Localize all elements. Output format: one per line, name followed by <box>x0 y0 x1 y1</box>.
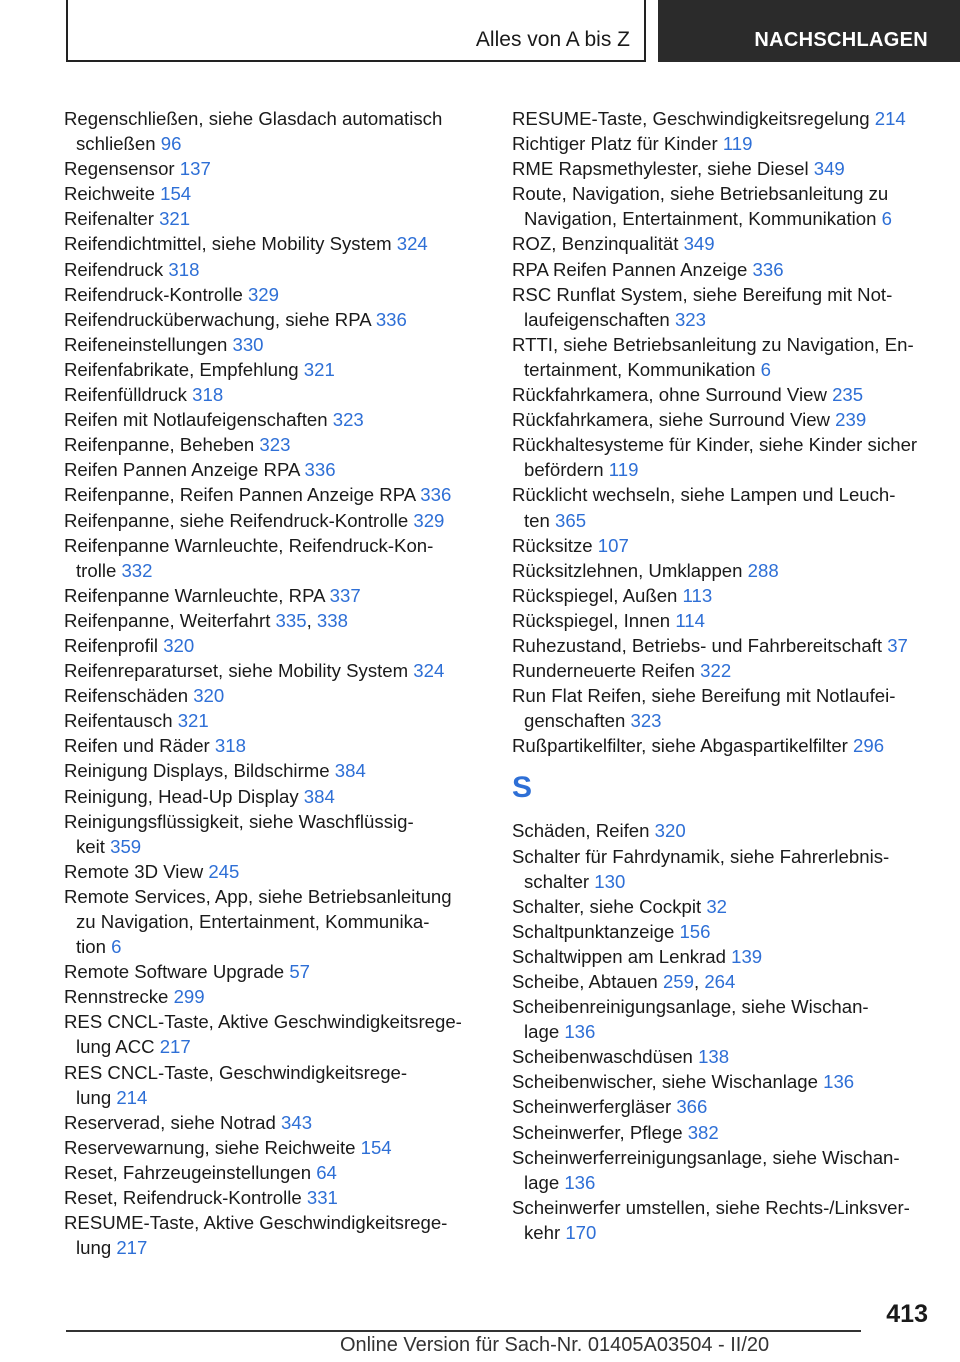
index-column-right <box>512 106 942 1245</box>
page-reference-link[interactable]: 331 <box>306 1187 338 1209</box>
index-entry <box>512 231 942 256</box>
index-column-left <box>64 106 484 1260</box>
index-entry <box>512 1195 942 1245</box>
index-entry-text: RESUME-Taste, Geschwindigkeitsregelung 214 <box>512 108 906 129</box>
index-entry-text: Reifenreparaturset, siehe Mobility System 324 <box>64 660 445 682</box>
index-entry <box>64 1009 484 1059</box>
index-entry-text: lung 217 <box>76 1237 148 1259</box>
index-entry-text: RTTI, siehe Betriebsanleitung zu Navigation, En‐ <box>512 333 914 355</box>
index-entry-text: Reifenalter 321 <box>64 208 191 230</box>
index-entry-text: Reinigungsflüssigkeit, siehe Waschflüssig‐ <box>64 810 414 832</box>
index-entry <box>64 859 484 884</box>
index-entry-text: RME Rapsmethylester, siehe Diesel 349 <box>512 158 845 180</box>
page-reference-link[interactable]: 107 <box>597 534 629 556</box>
page-reference-link[interactable]: 235 <box>832 384 864 406</box>
index-entry <box>64 1060 484 1110</box>
index-entry <box>64 984 484 1009</box>
page-reference-link[interactable]: 359 <box>110 835 142 857</box>
index-entry <box>64 508 484 533</box>
page-reference-link[interactable]: 321 <box>303 358 335 380</box>
index-entry-text: Run Flat Reifen, siehe Bereifung mit Notlaufei‐ <box>512 685 896 707</box>
page-reference-link[interactable]: 130 <box>594 870 626 892</box>
page-reference-link[interactable]: 329 <box>247 283 279 305</box>
index-entry-text: Reinigung Displays, Bildschirme 384 <box>64 760 366 782</box>
page-reference-link[interactable]: 288 <box>747 559 779 581</box>
index-entry <box>64 257 484 282</box>
index-entry <box>64 658 484 683</box>
index-entry <box>64 106 484 156</box>
index-entry <box>512 583 942 608</box>
index-entry-text: Reinigung, Head-Up Display 384 <box>64 785 335 807</box>
index-entry <box>64 332 484 357</box>
index-entry <box>64 608 484 633</box>
index-entry <box>512 994 942 1044</box>
index-entry <box>512 969 942 994</box>
index-entry-text: Reifen mit Notlaufeigenschaften 323 <box>64 409 364 431</box>
index-entry <box>64 1185 484 1210</box>
index-entry <box>512 407 942 432</box>
index-entry-text: Rückfahrkamera, siehe Surround View 239 <box>512 409 867 431</box>
page-reference-link[interactable]: 239 <box>835 409 867 431</box>
index-entry-text: RPA Reifen Pannen Anzeige 336 <box>512 258 784 280</box>
index-entry-text: Reifenschäden 320 <box>64 685 225 707</box>
index-entry-text: Reifenpanne, siehe Reifendruck-Kontrolle 329 <box>64 509 445 531</box>
page-reference-link[interactable]: 136 <box>564 1021 596 1043</box>
index-entry <box>512 1120 942 1145</box>
page-reference-link[interactable]: 343 <box>281 1111 313 1133</box>
index-entry <box>64 307 484 332</box>
index-entry-text: Route, Navigation, siehe Betriebsanleitung zu <box>512 183 889 205</box>
index-entry <box>64 758 484 783</box>
index-entry-text: Rücksitze 107 <box>512 534 629 556</box>
index-entry-text: RES CNCL-Taste, Aktive Geschwindigkeitsrege‐ <box>64 1011 462 1033</box>
page-reference-link[interactable]: 217 <box>159 1036 191 1058</box>
page-reference-link[interactable]: 214 <box>874 108 906 129</box>
page-number: 413 <box>886 1300 928 1328</box>
index-entry <box>64 432 484 457</box>
page-reference-link[interactable]: 349 <box>683 233 715 255</box>
index-entry-text: Reset, Fahrzeugeinstellungen 64 <box>64 1161 337 1183</box>
page-reference-link[interactable]: 330 <box>232 333 264 355</box>
index-entry-text: Rücklicht wechseln, siehe Lampen und Leuch‐ <box>512 484 896 506</box>
index-entry <box>64 1160 484 1185</box>
index-entry-text: Reifenpanne, Beheben 323 <box>64 434 291 456</box>
page-reference-link[interactable]: 336 <box>420 484 452 506</box>
index-entry <box>512 282 942 332</box>
index-entry-text: Reifendruck-Kontrolle 329 <box>64 283 279 305</box>
index-entry-text: Reichweite 154 <box>64 183 192 205</box>
page-reference-link[interactable]: 154 <box>360 1136 392 1158</box>
page-reference-link[interactable]: 96 <box>160 133 182 155</box>
index-entry <box>512 1069 942 1094</box>
index-entry-text: Reifen Pannen Anzeige RPA 336 <box>64 459 336 481</box>
index-entry-text: Scheinwerfer umstellen, siehe Rechts-/Linksver‐ <box>512 1196 910 1218</box>
page-reference-link[interactable]: 329 <box>413 509 445 531</box>
index-entry-text: lage 136 <box>524 1021 596 1043</box>
index-entry-text: Remote 3D View 245 <box>64 860 240 882</box>
page-reference-link[interactable]: 324 <box>396 233 428 255</box>
index-entry-text: schalter 130 <box>524 870 626 892</box>
index-entry-text: Scheibe, Abtauen 259, 264 <box>512 971 736 992</box>
footer-divider <box>66 1330 861 1332</box>
index-entry-text: schließen 96 <box>76 133 182 155</box>
index-entry-text: Rücksitzlehnen, Umklappen 288 <box>512 559 779 581</box>
index-entry <box>512 257 942 282</box>
page-reference-link[interactable]: 170 <box>565 1221 597 1243</box>
index-entry-text: befördern 119 <box>524 459 639 481</box>
index-entry-text: Reifendruck 318 <box>64 258 200 280</box>
index-entry-text: Remote Services, App, siehe Betriebsanleitung <box>64 885 452 907</box>
page-reference-link[interactable]: 64 <box>316 1161 337 1183</box>
index-entry-text: laufeigenschaften 323 <box>524 308 706 330</box>
index-entry <box>512 482 942 532</box>
index-entry-text: Reifenfabrikate, Empfehlung 321 <box>64 358 335 380</box>
index-entry <box>512 156 942 181</box>
index-letter-heading: S <box>512 771 533 805</box>
index-entry-text: Reifenfülldruck 318 <box>64 384 224 406</box>
index-entry <box>64 1110 484 1135</box>
page-reference-link[interactable]: 321 <box>177 710 209 732</box>
index-entry-text: Scheibenwischer, siehe Wischanlage 136 <box>512 1071 855 1093</box>
index-entry-text: Reifenpanne, Weiterfahrt 335, 338 <box>64 609 348 631</box>
index-entry <box>512 332 942 382</box>
index-entry <box>64 683 484 708</box>
index-entry-text: kehr 170 <box>524 1221 597 1243</box>
index-entry-text: RSC Runflat System, siehe Bereifung mit Not‐ <box>512 283 893 305</box>
index-entry-text: Richtiger Platz für Kinder 119 <box>512 133 753 155</box>
index-entry-text: Navigation, Entertainment, Kommunikation 6 <box>524 208 892 230</box>
page-reference-link[interactable]: 296 <box>853 735 885 757</box>
page-reference-link[interactable]: 259 <box>662 971 694 992</box>
index-entry-text: Reifentausch 321 <box>64 710 209 732</box>
page-reference-link[interactable]: 337 <box>329 584 361 606</box>
page-reference-link[interactable]: 139 <box>731 945 763 967</box>
index-entry <box>64 809 484 859</box>
page-reference-link[interactable]: 320 <box>163 634 195 656</box>
index-entry-text: Scheinwerfer, Pflege 382 <box>512 1121 719 1143</box>
page-reference-link[interactable]: 114 <box>675 609 705 631</box>
index-entry-text: Reifenpanne Warnleuchte, Reifendruck-Kon‐ <box>64 534 434 556</box>
index-entry-text: Schaltpunktanzeige 156 <box>512 920 711 942</box>
footer-text: Online Version für Sach-Nr. 01405A03504 - II/20 <box>340 1334 770 1356</box>
index-entry <box>64 533 484 583</box>
index-entry-text: ten 365 <box>524 509 587 531</box>
index-entry-text: Ruhezustand, Betriebs- und Fahrbereitschaft 37 <box>512 634 908 656</box>
index-entry-text: Schalter, siehe Cockpit 32 <box>512 895 727 917</box>
index-entry-text: Runderneuerte Reifen 322 <box>512 660 732 682</box>
index-entry-text: Scheinwerferreinigungsanlage, siehe Wischan‐ <box>512 1146 900 1168</box>
page-reference-link[interactable]: 324 <box>413 660 445 682</box>
page-reference-link[interactable]: 336 <box>304 459 336 481</box>
index-entry <box>64 583 484 608</box>
index-entry-text: Reifenpanne Warnleuchte, RPA 337 <box>64 584 361 606</box>
index-entry-text: Scheinwerfergläser 366 <box>512 1096 708 1118</box>
index-entry-text: tion 6 <box>76 936 122 958</box>
index-entry-text: Reifendichtmittel, siehe Mobility System 324 <box>64 233 428 255</box>
page-reference-link[interactable]: 366 <box>676 1096 708 1118</box>
index-entry <box>64 181 484 206</box>
index-entry-text: Rückspiegel, Außen 113 <box>512 584 713 606</box>
index-entry <box>64 959 484 984</box>
page-reference-link[interactable]: 6 <box>881 208 892 230</box>
index-entry <box>512 1094 942 1119</box>
header-section-tab <box>66 0 646 62</box>
index-entry-text: trolle 332 <box>76 559 153 581</box>
page-reference-link[interactable]: 349 <box>813 158 845 180</box>
index-entry-text: zu Navigation, Entertainment, Kommunika‐ <box>76 911 430 932</box>
index-entry-text: Scheibenreinigungsanlage, siehe Wischan‐ <box>512 996 869 1018</box>
index-entry <box>512 919 942 944</box>
index-entry-text: Reifenprofil 320 <box>64 634 195 656</box>
index-entry <box>64 407 484 432</box>
section-title: Alles von A bis Z <box>475 28 630 51</box>
index-entry-text: Remote Software Upgrade 57 <box>64 961 310 983</box>
index-entry <box>512 894 942 919</box>
index-entry <box>512 733 942 758</box>
index-entry-text: lung 214 <box>76 1086 148 1108</box>
page-reference-link[interactable]: 214 <box>116 1086 148 1108</box>
index-entry-text: Scheibenwaschdüsen 138 <box>512 1046 730 1068</box>
page-reference-link[interactable]: 57 <box>289 961 310 983</box>
page-reference-link[interactable]: 320 <box>193 685 225 707</box>
index-entry-text: Regensensor 137 <box>64 158 211 180</box>
index-entry-text: tertainment, Kommunikation 6 <box>524 358 772 380</box>
index-entry <box>512 683 942 733</box>
index-entry <box>512 1044 942 1069</box>
index-entry <box>512 558 942 583</box>
index-entry-text: RESUME-Taste, Aktive Geschwindigkeitsrege‐ <box>64 1212 448 1234</box>
page-reference-link[interactable]: 119 <box>722 133 753 155</box>
page-reference-link[interactable]: 217 <box>116 1237 148 1259</box>
index-entry-text: Rennstrecke 299 <box>64 986 205 1008</box>
page-reference-link[interactable]: 323 <box>259 434 291 456</box>
page-reference-link[interactable]: 318 <box>214 735 246 757</box>
page-reference-link[interactable]: 138 <box>698 1046 730 1068</box>
header-chapter-tab <box>658 0 960 62</box>
page-reference-link[interactable]: 136 <box>823 1071 855 1093</box>
page-reference-link[interactable]: 321 <box>159 208 191 230</box>
index-entry <box>64 382 484 407</box>
chapter-title: NACHSCHLAGEN <box>754 29 928 51</box>
page-reference-link[interactable]: 119 <box>608 459 639 481</box>
index-entry-text: ROZ, Benzinqualität 349 <box>512 233 715 255</box>
index-entry-text: Rückspiegel, Innen 114 <box>512 609 705 631</box>
index-entry <box>64 1210 484 1260</box>
page-reference-link[interactable]: 154 <box>160 183 192 205</box>
index-entry-text: Reifenpanne, Reifen Pannen Anzeige RPA 336 <box>64 484 452 506</box>
index-entry <box>64 708 484 733</box>
page-reference-link[interactable]: 382 <box>687 1121 719 1143</box>
page-reference-link[interactable]: 32 <box>706 895 727 917</box>
index-entry-text: Rückhaltesysteme für Kinder, siehe Kinder sicher <box>512 434 918 456</box>
index-entry-text: Reifen und Räder 318 <box>64 735 246 757</box>
index-entry-text: lage 136 <box>524 1171 596 1193</box>
index-entry <box>64 231 484 256</box>
index-entry-text: genschaften 323 <box>524 710 662 732</box>
index-entry-text: lung ACC 217 <box>76 1036 191 1058</box>
index-entry <box>64 482 484 507</box>
page-reference-link[interactable]: 37 <box>887 634 908 656</box>
index-entry-text: keit 359 <box>76 835 142 857</box>
page-reference-link[interactable]: 6 <box>760 358 772 380</box>
page-reference-link[interactable]: 318 <box>168 258 200 280</box>
index-entry <box>512 382 942 407</box>
page-reference-link[interactable]: 6 <box>111 936 122 958</box>
index-entry <box>512 181 942 231</box>
index-entry <box>64 784 484 809</box>
page-reference-link[interactable]: 332 <box>121 559 153 581</box>
page-reference-link[interactable]: 299 <box>173 986 205 1008</box>
index-entry <box>64 1135 484 1160</box>
index-entry <box>64 457 484 482</box>
index-entry-text: Rußpartikelfilter, siehe Abgaspartikelfilter 296 <box>512 735 885 757</box>
index-entry <box>64 206 484 231</box>
index-entry <box>512 608 942 633</box>
index-entry <box>512 533 942 558</box>
page-reference-link[interactable]: 322 <box>700 660 732 682</box>
page-reference-link[interactable]: 137 <box>179 158 211 180</box>
page-reference-link[interactable]: 384 <box>303 785 335 807</box>
page-reference-link[interactable]: 323 <box>674 308 706 330</box>
index-entry-text: Reifendrucküberwachung, siehe RPA 336 <box>64 308 407 330</box>
index-entry <box>512 432 942 482</box>
page-reference-link[interactable]: 318 <box>192 384 224 406</box>
index-entry <box>64 884 484 959</box>
page-reference-link[interactable]: 264 <box>704 971 736 992</box>
index-entry <box>512 944 942 969</box>
index-entry <box>512 131 942 156</box>
index-entry <box>512 106 942 131</box>
index-entry-text: Regenschließen, siehe Glasdach automatisch <box>64 108 443 129</box>
page-reference-link[interactable]: 156 <box>679 920 711 942</box>
index-entry <box>512 1145 942 1195</box>
index-entry <box>512 658 942 683</box>
index-entry <box>512 633 942 658</box>
index-entry <box>64 733 484 758</box>
index-entry-text: Rückfahrkamera, ohne Surround View 235 <box>512 384 864 406</box>
index-entry <box>512 818 942 843</box>
page-reference-link[interactable]: 320 <box>654 820 686 842</box>
index-entry-text: Schäden, Reifen 320 <box>512 820 686 842</box>
index-entry-text: Schalter für Fahrdynamik, siehe Fahrerlebnis‐ <box>512 845 890 867</box>
page-reference-link[interactable]: 323 <box>332 409 364 431</box>
page-reference-link[interactable]: 323 <box>630 710 662 732</box>
index-entry <box>512 844 942 894</box>
index-entry <box>64 633 484 658</box>
index-entry-text: Reserverad, siehe Notrad 343 <box>64 1111 313 1133</box>
page-reference-link[interactable]: 335 <box>275 609 307 631</box>
page-reference-link[interactable]: 365 <box>555 509 587 531</box>
index-entry-text: Schaltwippen am Lenkrad 139 <box>512 945 763 967</box>
page-reference-link[interactable]: 136 <box>564 1171 596 1193</box>
index-entry <box>64 156 484 181</box>
page-reference-link[interactable]: 336 <box>375 308 407 330</box>
index-entry-text: RES CNCL-Taste, Geschwindigkeitsrege‐ <box>64 1061 408 1083</box>
index-entry <box>64 357 484 382</box>
index-entry <box>64 282 484 307</box>
page-reference-link[interactable]: 245 <box>208 860 240 882</box>
page-reference-link[interactable]: 384 <box>334 760 366 782</box>
page-reference-link[interactable]: 336 <box>752 258 784 280</box>
page-reference-link[interactable]: 338 <box>316 609 348 631</box>
index-entry-text: Reifeneinstellungen 330 <box>64 333 264 355</box>
page-reference-link[interactable]: 113 <box>682 584 713 606</box>
index-entry-text: Reservewarnung, siehe Reichweite 154 <box>64 1136 392 1158</box>
index-entry-text: Reset, Reifendruck-Kontrolle 331 <box>64 1187 338 1209</box>
